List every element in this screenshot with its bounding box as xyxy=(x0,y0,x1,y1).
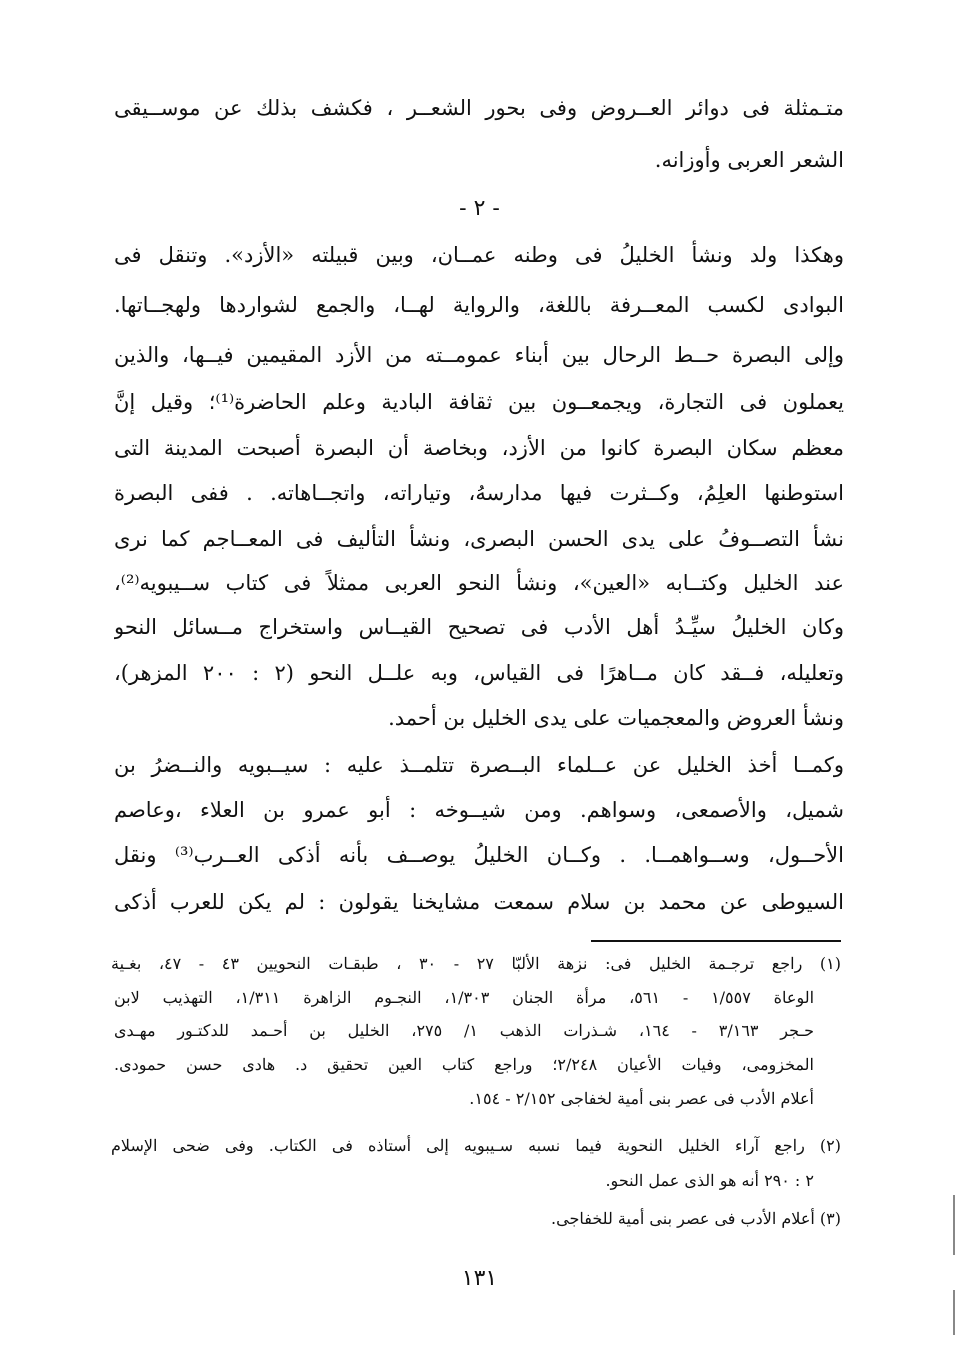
body-line-15: شميل، والأصمعى، وسواهم. ومن شيــوخه : أبو عمرو بن العلاء ،وعاصم xyxy=(114,798,844,822)
body-line-9: نشأ التصــوفُ على يدى الحسن البصرى، ونشأ التأليف فى المعــاجم كما نرى xyxy=(114,527,844,551)
body-line-2: الشعر العربى وأوزانه. xyxy=(654,148,844,172)
footnote-1-line-3: حـجر ٣/١٦٣ - ١٦٤، شـذرات الذهب ١/ ٢٧٥، الخليل بن أحـمد للدكتـور مهـدى xyxy=(114,1021,814,1040)
body-line-13: ونشأ العروض والمعجميات على يدى الخليل بن أحمد. xyxy=(388,706,844,730)
body-line-5: وإلى البصرة حــط الرحال بين أبناء عمومــته من الأزد المقيمين فيــها، والذين xyxy=(114,343,844,367)
footnote-1-line-2: الوعاة ١/٥٥٧ - ٥٦١، مرأة الجنان ١/٣٠٣، النجـوم الزاهرة ١/٣١١، التهذيب لابن xyxy=(114,988,814,1007)
footnote-1-line-1: (١) راجع ترجـمة الخليل فى: نزهة الألبّا ٢٧ - ٣٠ ، طبقـات النحويين ٤٣ - ٤٧، بغـية xyxy=(111,954,841,973)
body-line-7: معظم سكان البصرة كانوا من الأزد، وبخاصة أن البصرة أصبحت المدينة التى xyxy=(114,436,844,460)
footnote-1-line-5: أعلام الأدب فى عصر بنى أمية لخفاجى ٢/١٥٢ - ١٥٤. xyxy=(469,1089,814,1108)
footnote-3-line-1: (٣) أعلام الأدب فى عصر بنى أمية للخفاجى. xyxy=(551,1209,841,1228)
body-line-4: البوادى لكسب المعــرفة باللغة، والرواية لهــا، والجمع لشواردها ولهجــاتها. xyxy=(114,293,844,317)
body-line-17: السيوطى عن محمد بن سلام سمعت مشايخنا يقولون : لم يكن للعرب أذكى xyxy=(114,890,844,914)
footnote-1-line-4: المخزومى، وفيات الأعيان ٢/٢٤٨؛ وراجع كتاب العين تحقيق د. هادى حسن حمودى. xyxy=(114,1055,814,1074)
body-line-14: وكمــا أخذ الخليل عن عــلماء البــصرة تتلمــذ عليه : سيــبويه والنــضرُ بن xyxy=(114,753,844,777)
footnote-2-line-2: ٢ : ٢٩٠ أنه هو الذى عمل النحو. xyxy=(605,1171,814,1190)
footnote-separator xyxy=(591,940,841,942)
body-line-8: استوطنها العلِمُ، وكــثرت فيها مدارسهُ، وتياراته، واتجــاهاته. . ففى البصرة xyxy=(114,481,844,505)
scan-edge-mark xyxy=(953,1290,955,1335)
body-line-6: يعملون فى التجارة، ويجمعــون بين ثقافة البادية وعلم الحاضرة⁽¹⁾؛ وقيل إنَّ xyxy=(114,390,844,414)
body-line-10: عند الخليل وكتــابه «العين»، ونشأ النحو العربى ممثلاً فى كتاب ســيبويه⁽²⁾، xyxy=(114,571,844,595)
page-number: ١٣١ xyxy=(461,1266,498,1291)
body-line-12: وتعليله، فــقد كان مــاهرًا فى القياس، وبه علــل النحو (٢ : ٢٠٠ المزهر)، xyxy=(114,661,844,685)
section-number: - ٢ - xyxy=(459,196,500,221)
footnote-2-line-1: (٢) راجع آراء الخليل النحوية فيما نسبه سـيبويه إلى أستاذه فى الكتاب. وفى ضحى الإسلام xyxy=(111,1136,841,1155)
body-line-16: الأحــول، وســواهمــا. . وكــان الخليلُ يوصــف بأنه أذكى العــرب⁽³⁾ ونقل xyxy=(114,843,844,867)
body-line-3: وهكذا ولد ونشأ الخليلُ فى وطنه عمــان، وبين قبيلته «الأزد». وتنقل فى xyxy=(114,243,844,267)
body-line-1: متـمثلة فى دوائر العــروض وفى بحور الشعــر ، فكشف بذلك عن موســيقى xyxy=(114,96,844,120)
scan-edge-mark xyxy=(953,1195,955,1255)
body-line-11: وكان الخليلُ سيِّـدُ أهل الأدب فى تصحيح القيــاس واستخراج مــسائل النحو xyxy=(114,615,844,639)
